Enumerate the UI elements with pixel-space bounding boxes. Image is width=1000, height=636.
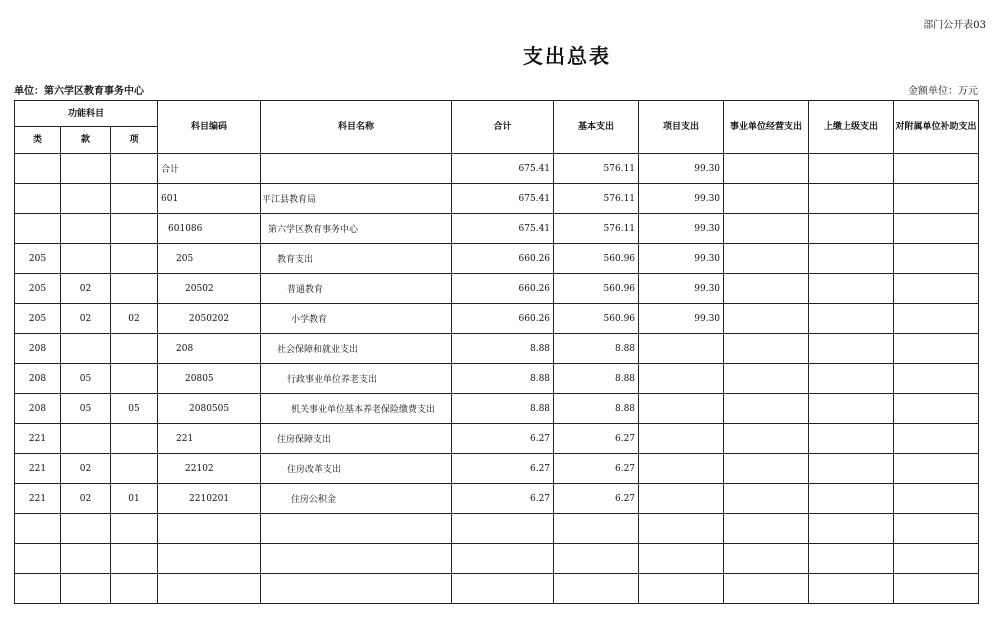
cell-project [639, 424, 724, 454]
cell-affiliate [894, 454, 979, 484]
cell-lei: 205 [15, 274, 61, 304]
table-row [15, 184, 979, 214]
table-row [15, 214, 979, 244]
cell-project [639, 484, 724, 514]
cell-upper [809, 574, 894, 604]
cell-upper [809, 424, 894, 454]
cell-subject-name: 普通教育 [261, 274, 452, 304]
cell-subject-code: 22102 [158, 454, 261, 484]
header-function-subject: 功能科目 [15, 101, 158, 127]
cell-basic: 576.11 [554, 214, 639, 244]
cell-basic: 8.88 [554, 394, 639, 424]
cell-basic [554, 514, 639, 544]
cell-lei [15, 184, 61, 214]
currency-unit-label: 金额单位：万元 [908, 86, 978, 97]
expenditure-table [14, 100, 979, 604]
cell-subject-code: 合计 [158, 154, 261, 184]
cell-kuan: 02 [61, 304, 111, 334]
cell-project: 99.30 [639, 184, 724, 214]
table-number-label: 部门公开表03 [923, 20, 986, 31]
header-project-expenditure: 项目支出 [639, 101, 724, 154]
cell-basic: 6.27 [554, 484, 639, 514]
cell-xiang [111, 184, 158, 214]
cell-xiang [111, 244, 158, 274]
cell-affiliate [894, 424, 979, 454]
cell-affiliate [894, 484, 979, 514]
cell-subject-name: 住房公积金 [261, 484, 452, 514]
cell-total [452, 544, 554, 574]
cell-lei: 221 [15, 484, 61, 514]
table-row [15, 154, 979, 184]
cell-subject-name [261, 574, 452, 604]
cell-business [724, 154, 809, 184]
cell-project [639, 574, 724, 604]
table-row [15, 304, 979, 334]
cell-business [724, 274, 809, 304]
cell-business [724, 304, 809, 334]
cell-kuan: 02 [61, 454, 111, 484]
cell-xiang [111, 544, 158, 574]
cell-subject-name: 小学教育 [261, 304, 452, 334]
header-upper-payment: 上缴上级支出 [809, 101, 894, 154]
cell-business [724, 184, 809, 214]
cell-kuan [61, 154, 111, 184]
cell-xiang: 01 [111, 484, 158, 514]
cell-affiliate [894, 574, 979, 604]
cell-xiang [111, 274, 158, 304]
cell-kuan: 02 [61, 484, 111, 514]
cell-business [724, 484, 809, 514]
cell-total: 675.41 [452, 184, 554, 214]
table-row [15, 394, 979, 424]
cell-upper [809, 304, 894, 334]
cell-business [724, 454, 809, 484]
cell-upper [809, 394, 894, 424]
header-subject-name: 科目名称 [261, 101, 452, 154]
cell-basic: 576.11 [554, 154, 639, 184]
cell-subject-name: 住房保障支出 [261, 424, 452, 454]
cell-basic: 576.11 [554, 184, 639, 214]
cell-xiang [111, 334, 158, 364]
cell-subject-name: 平江县教育局 [261, 184, 452, 214]
cell-upper [809, 454, 894, 484]
cell-xiang: 02 [111, 304, 158, 334]
cell-subject-code [158, 544, 261, 574]
table-row [15, 454, 979, 484]
cell-business [724, 394, 809, 424]
cell-kuan [61, 184, 111, 214]
cell-business [724, 334, 809, 364]
cell-business [724, 244, 809, 274]
cell-xiang [111, 514, 158, 544]
cell-basic: 560.96 [554, 244, 639, 274]
cell-subject-code: 2210201 [158, 484, 261, 514]
cell-kuan [61, 424, 111, 454]
cell-project: 99.30 [639, 304, 724, 334]
cell-upper [809, 274, 894, 304]
cell-total: 8.88 [452, 334, 554, 364]
header-basic-expenditure: 基本支出 [554, 101, 639, 154]
cell-kuan [61, 244, 111, 274]
cell-total [452, 514, 554, 544]
cell-basic: 6.27 [554, 424, 639, 454]
cell-subject-code [158, 514, 261, 544]
cell-project: 99.30 [639, 154, 724, 184]
cell-project: 99.30 [639, 274, 724, 304]
cell-total: 660.26 [452, 274, 554, 304]
cell-subject-name: 机关事业单位基本养老保险缴费支出 [261, 394, 452, 424]
cell-project: 99.30 [639, 214, 724, 244]
cell-lei: 205 [15, 304, 61, 334]
cell-total [452, 574, 554, 604]
cell-upper [809, 544, 894, 574]
cell-project [639, 544, 724, 574]
cell-affiliate [894, 514, 979, 544]
cell-affiliate [894, 304, 979, 334]
cell-lei [15, 154, 61, 184]
cell-business [724, 544, 809, 574]
cell-lei [15, 214, 61, 244]
cell-lei: 221 [15, 424, 61, 454]
table-row [15, 574, 979, 604]
header-total: 合计 [452, 101, 554, 154]
cell-project [639, 364, 724, 394]
unit-label: 单位：第六学区教育事务中心 [14, 86, 144, 97]
table-row [15, 244, 979, 274]
cell-xiang [111, 454, 158, 484]
cell-total: 675.41 [452, 214, 554, 244]
cell-kuan: 05 [61, 364, 111, 394]
cell-xiang [111, 574, 158, 604]
header-kuan: 款 [61, 127, 111, 154]
cell-subject-name: 住房改革支出 [261, 454, 452, 484]
cell-project: 99.30 [639, 244, 724, 274]
cell-affiliate [894, 544, 979, 574]
cell-kuan [61, 214, 111, 244]
cell-subject-name: 第六学区教育事务中心 [261, 214, 452, 244]
cell-affiliate [894, 214, 979, 244]
table-row [15, 274, 979, 304]
cell-total: 6.27 [452, 424, 554, 454]
cell-upper [809, 514, 894, 544]
cell-subject-code: 221 [158, 424, 261, 454]
cell-basic: 560.96 [554, 304, 639, 334]
cell-business [724, 514, 809, 544]
cell-upper [809, 244, 894, 274]
cell-lei: 205 [15, 244, 61, 274]
cell-subject-code: 20805 [158, 364, 261, 394]
cell-subject-code: 205 [158, 244, 261, 274]
table-row [15, 544, 979, 574]
cell-subject-name: 社会保障和就业支出 [261, 334, 452, 364]
cell-xiang [111, 424, 158, 454]
cell-xiang [111, 364, 158, 394]
cell-upper [809, 154, 894, 184]
cell-total: 675.41 [452, 154, 554, 184]
cell-project [639, 334, 724, 364]
table-row [15, 364, 979, 394]
cell-affiliate [894, 394, 979, 424]
cell-basic: 6.27 [554, 454, 639, 484]
cell-subject-name: 教育支出 [261, 244, 452, 274]
cell-lei: 208 [15, 334, 61, 364]
header-affiliate-subsidy: 对附属单位补助支出 [894, 101, 979, 154]
cell-lei [15, 544, 61, 574]
cell-project [639, 514, 724, 544]
cell-subject-code: 20502 [158, 274, 261, 304]
cell-affiliate [894, 154, 979, 184]
cell-upper [809, 364, 894, 394]
cell-total: 8.88 [452, 394, 554, 424]
cell-xiang: 05 [111, 394, 158, 424]
cell-business [724, 574, 809, 604]
cell-business [724, 214, 809, 244]
cell-affiliate [894, 364, 979, 394]
cell-total: 660.26 [452, 244, 554, 274]
cell-affiliate [894, 274, 979, 304]
cell-subject-code: 601 [158, 184, 261, 214]
header-lei: 类 [15, 127, 61, 154]
cell-business [724, 364, 809, 394]
cell-total: 660.26 [452, 304, 554, 334]
table-row [15, 334, 979, 364]
cell-lei [15, 574, 61, 604]
cell-subject-code: 601086 [158, 214, 261, 244]
cell-lei: 208 [15, 364, 61, 394]
cell-subject-code [158, 574, 261, 604]
cell-kuan [61, 574, 111, 604]
cell-total: 8.88 [452, 364, 554, 394]
header-subject-code: 科目编码 [158, 101, 261, 154]
cell-basic [554, 574, 639, 604]
cell-subject-name [261, 514, 452, 544]
header-xiang: 项 [111, 127, 158, 154]
table-row [15, 424, 979, 454]
cell-basic [554, 544, 639, 574]
cell-upper [809, 484, 894, 514]
cell-upper [809, 184, 894, 214]
cell-basic: 8.88 [554, 364, 639, 394]
table-row [15, 484, 979, 514]
cell-total: 6.27 [452, 454, 554, 484]
cell-project [639, 394, 724, 424]
cell-total: 6.27 [452, 484, 554, 514]
cell-subject-code: 2050202 [158, 304, 261, 334]
cell-affiliate [894, 184, 979, 214]
cell-subject-name [261, 154, 452, 184]
cell-kuan: 05 [61, 394, 111, 424]
page-title: 支出总表 [523, 44, 611, 68]
cell-business [724, 424, 809, 454]
cell-basic: 8.88 [554, 334, 639, 364]
cell-lei: 208 [15, 394, 61, 424]
cell-lei: 221 [15, 454, 61, 484]
cell-affiliate [894, 334, 979, 364]
cell-subject-name: 行政事业单位养老支出 [261, 364, 452, 394]
cell-lei [15, 514, 61, 544]
header-business-operation: 事业单位经营支出 [724, 101, 809, 154]
cell-subject-code: 2080505 [158, 394, 261, 424]
cell-xiang [111, 214, 158, 244]
cell-basic: 560.96 [554, 274, 639, 304]
cell-upper [809, 334, 894, 364]
cell-subject-code: 208 [158, 334, 261, 364]
cell-upper [809, 214, 894, 244]
cell-subject-name [261, 544, 452, 574]
cell-project [639, 454, 724, 484]
cell-affiliate [894, 244, 979, 274]
cell-kuan [61, 514, 111, 544]
cell-kuan: 02 [61, 274, 111, 304]
cell-kuan [61, 334, 111, 364]
cell-xiang [111, 154, 158, 184]
table-row [15, 514, 979, 544]
cell-kuan [61, 544, 111, 574]
